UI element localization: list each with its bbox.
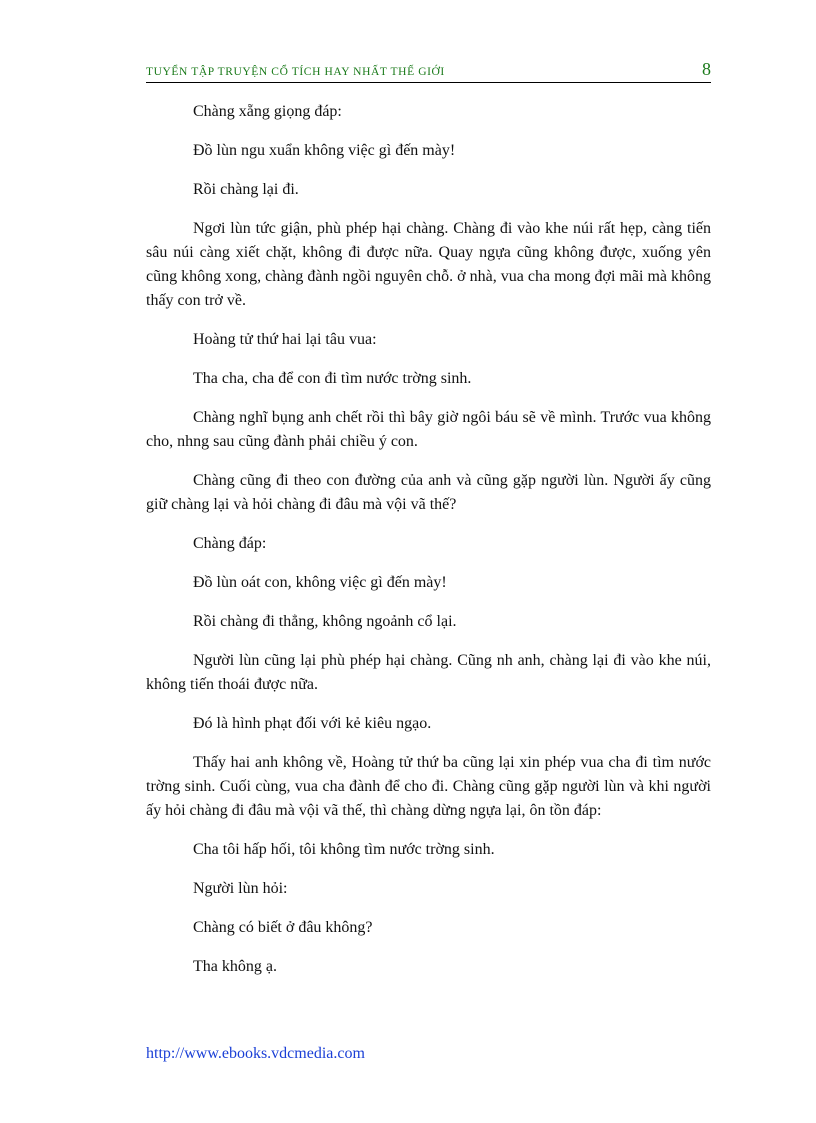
paragraph: Đồ lùn ngu xuẩn không việc gì đến mày! [193, 142, 456, 159]
website-link[interactable]: http://www.ebooks.vdcmedia.com [146, 1045, 365, 1062]
paragraph: Người lùn cũng lại phù phép hại chàng. Cũng nh anh, chàng lại đi vào khe núi, không tiến thoái được nữa. [146, 652, 711, 693]
paragraph: Rồi chàng đi thẳng, không ngoảnh cổ lại. [193, 613, 457, 630]
paragraph: Chàng đáp: [193, 535, 267, 552]
paragraph: Hoàng tử thứ hai lại tâu vua: [193, 331, 377, 348]
paragraph: Chàng nghĩ bụng anh chết rồi thì bây giờ ngôi báu sẽ về mình. Trước vua không cho, nhng sau cũng đành phải chiều ý con. [146, 409, 711, 450]
page-number: 8 [702, 59, 711, 79]
paragraph: Chàng xẵng giọng đáp: [193, 103, 342, 120]
paragraph: Rồi chàng lại đi. [193, 181, 299, 198]
paragraph: Cha tôi hấp hối, tôi không tìm nước trờng sinh. [193, 841, 495, 858]
book-title: TUYỂN TẬP TRUYỆN CỔ TÍCH HAY NHẤT THẾ GIỚI [146, 66, 445, 78]
paragraph: Tha cha, cha để con đi tìm nước trờng sinh. [193, 370, 472, 387]
paragraph: Chàng có biết ở đâu không? [193, 919, 373, 936]
paragraph: Chàng cũng đi theo con đường của anh và cũng gặp người lùn. Người ấy cũng giữ chàng lại và hỏi chàng đi đâu mà vội vã thế? [146, 472, 711, 513]
paragraph: Người lùn hỏi: [193, 880, 288, 897]
page-body [146, 100, 711, 994]
paragraph: Đó là hình phạt đối với kẻ kiêu ngạo. [193, 715, 432, 732]
paragraph: Đồ lùn oát con, không việc gì đến mày! [193, 574, 447, 591]
paragraph: Ngơi lùn tức giận, phù phép hại chàng. Chàng đi vào khe núi rất hẹp, càng tiến sâu núi càng xiết chặt, không đi được nữa. Quay ngựa cũng không được, xuống yên cũng không xong, chàng đành ngồi nguyên chỗ. ở nhà, vua cha mong đợi mãi mà không thấy con trở về. [146, 220, 711, 309]
paragraph: Thấy hai anh không về, Hoàng tử thứ ba cũng lại xin phép vua cha đi tìm nước trờng sinh. Cuối cùng, vua cha đành để cho đi. Chàng cũng gặp người lùn và khi người ấy hỏi chàng đi đâu mà vội vã thế, thì chàng dừng ngựa lại, ôn tồn đáp: [146, 754, 711, 819]
page-header [146, 59, 711, 83]
paragraph: Tha không ạ. [193, 958, 277, 975]
